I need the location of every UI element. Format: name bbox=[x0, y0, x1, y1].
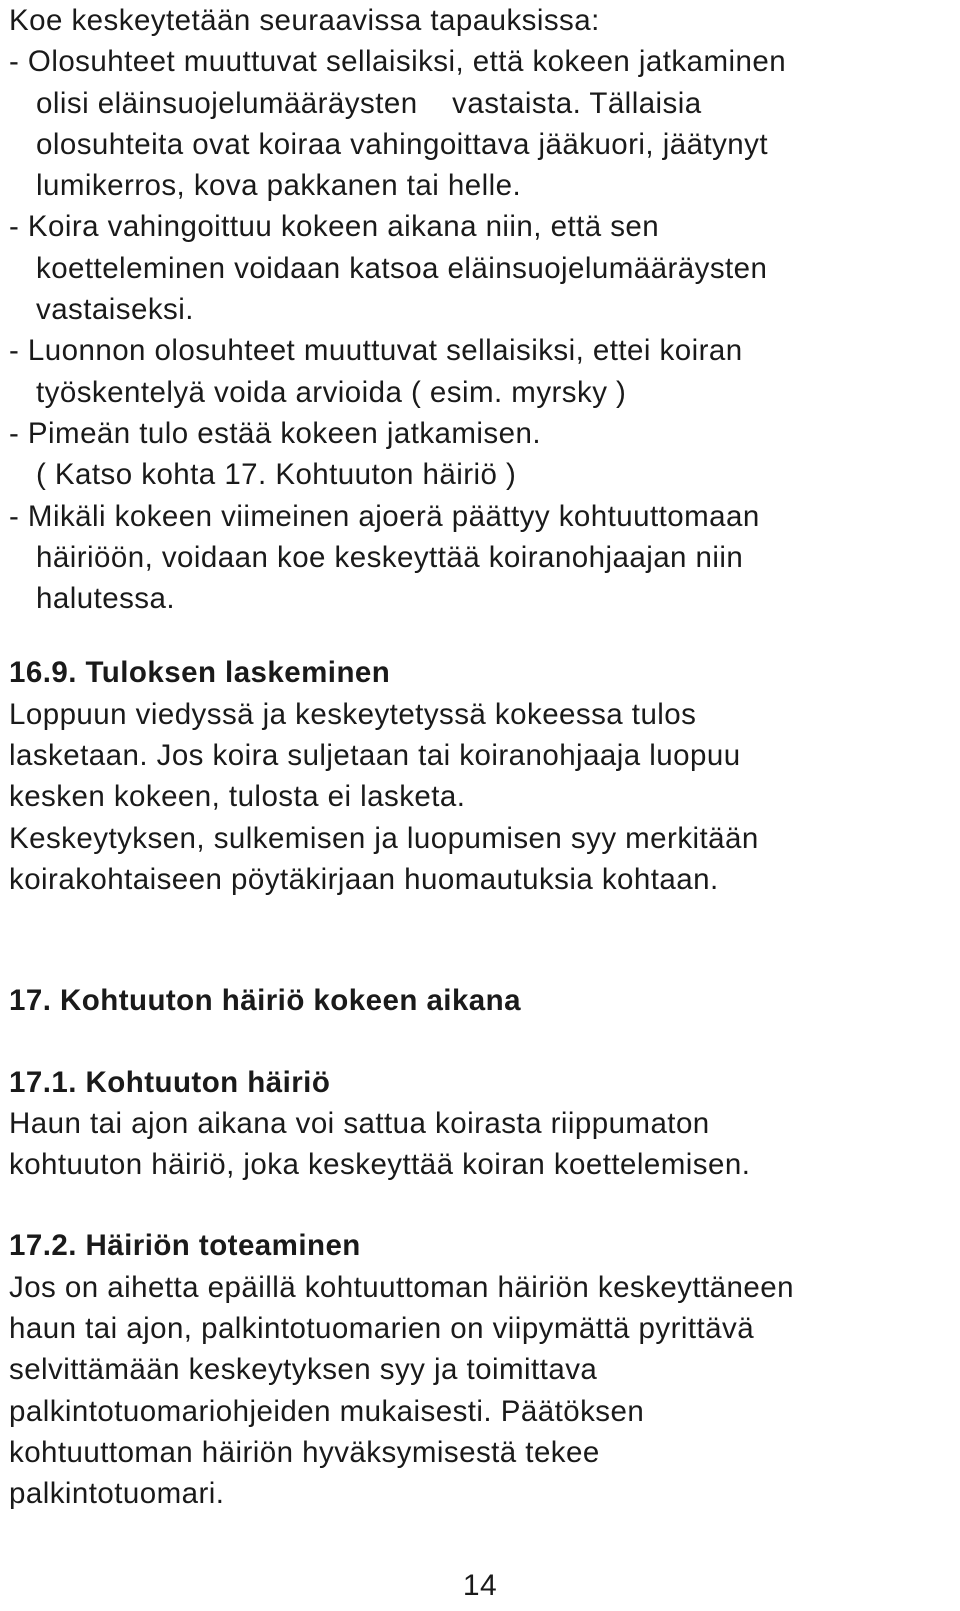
list-item-darkness bbox=[9, 413, 949, 496]
paragraph-line: haun tai ajon, palkintotuomarien on viipymättä pyrittävä bbox=[9, 1312, 755, 1346]
paragraph-line: kesken kokeen, tulosta ei lasketa. bbox=[9, 780, 466, 814]
section-16-9 bbox=[9, 652, 949, 900]
section-heading: 16.9. Tuloksen laskeminen bbox=[9, 656, 391, 690]
paragraph-line: Haun tai ajon aikana voi sattua koirasta riippumaton bbox=[9, 1106, 710, 1140]
paragraph-line: palkintotuomariohjeiden mukaisesti. Päätöksen bbox=[9, 1394, 645, 1428]
document-page bbox=[9, 0, 949, 1515]
paragraph-line: Jos on aihetta epäillä kohtuuttoman häiriön keskeyttäneen bbox=[9, 1270, 794, 1304]
list-item-line: - Luonnon olosuhteet muuttuvat sellaisiksi, ettei koiran bbox=[9, 334, 743, 368]
list-item-line: olosuhteita ovat koiraa vahingoittava jääkuori, jäätynyt bbox=[36, 127, 768, 161]
list-item-dog-injured bbox=[9, 206, 949, 330]
paragraph-line: kohtuuttoman häiriön hyväksymisestä tekee bbox=[9, 1435, 600, 1469]
list-item-line: halutessa. bbox=[36, 582, 175, 616]
section-17-1 bbox=[9, 1062, 949, 1186]
interruption-list bbox=[9, 0, 949, 619]
paragraph-line: kohtuuton häiriö, joka keskeyttää koiran koettelemisen. bbox=[9, 1148, 751, 1182]
list-item-line: koetteleminen voidaan katsoa eläinsuojelumääräysten bbox=[36, 251, 768, 285]
list-item-conditions bbox=[9, 41, 949, 206]
paragraph-line: Keskeytyksen, sulkemisen ja luopumisen syy merkitään bbox=[9, 821, 759, 855]
list-item-line: vastaiseksi. bbox=[36, 293, 194, 327]
paragraph-line: koirakohtaiseen pöytäkirjaan huomautuksia kohtaan. bbox=[9, 862, 719, 896]
paragraph-line: palkintotuomari. bbox=[9, 1477, 225, 1511]
section-heading: 17. Kohtuuton häiriö kokeen aikana bbox=[9, 984, 521, 1018]
list-item-line: työskentelyä voida arvioida ( esim. myrsky ) bbox=[36, 375, 627, 409]
section-heading: 17.1. Kohtuuton häiriö bbox=[9, 1065, 331, 1099]
list-item-weather bbox=[9, 330, 949, 413]
section-heading: 17.2. Häiriön toteaminen bbox=[9, 1229, 361, 1263]
list-intro: Koe keskeytetään seuraavissa tapauksissa: bbox=[9, 4, 600, 37]
list-item-line: lumikerros, kova pakkanen tai helle. bbox=[36, 169, 522, 203]
paragraph-line: lasketaan. Jos koira suljetaan tai koiranohjaaja luopuu bbox=[9, 739, 741, 773]
list-item-line: - Koira vahingoittuu kokeen aikana niin, että sen bbox=[9, 210, 660, 244]
list-item-line: - Olosuhteet muuttuvat sellaisiksi, että kokeen jatkaminen bbox=[9, 45, 787, 79]
section-17-2 bbox=[9, 1225, 949, 1514]
list-item-line: - Mikäli kokeen viimeinen ajoerä päättyy kohtuuttomaan bbox=[9, 499, 760, 533]
paragraph-line: selvittämään keskeytyksen syy ja toimittava bbox=[9, 1353, 598, 1387]
paragraph-line: Loppuun viedyssä ja keskeytetyssä kokeessa tulos bbox=[9, 697, 697, 731]
list-item-line: häiriöön, voidaan koe keskeyttää koiranohjaajan niin bbox=[36, 540, 744, 574]
list-item-disturbance bbox=[9, 496, 949, 620]
list-item-line: - Pimeän tulo estää kokeen jatkamisen. bbox=[9, 416, 541, 450]
page-number: 14 bbox=[462, 1569, 498, 1602]
list-item-line: olisi eläinsuojelumääräysten vastaista. Tällaisia bbox=[36, 86, 702, 120]
list-item-line: ( Katso kohta 17. Kohtuuton häiriö ) bbox=[36, 458, 517, 492]
section-17 bbox=[9, 980, 949, 1021]
